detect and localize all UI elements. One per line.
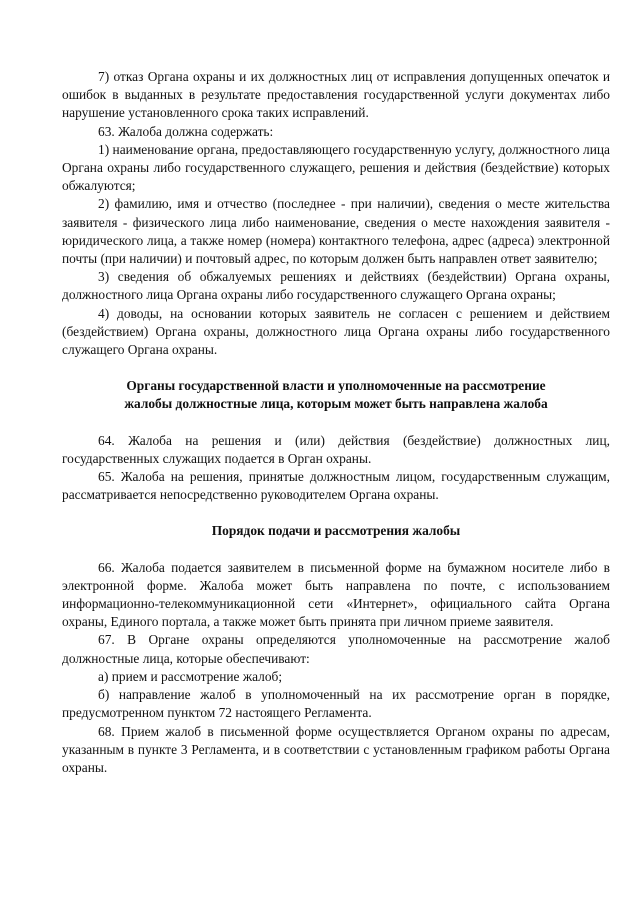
paragraph-67-item-b: б) направление жалоб в уполномоченный на их рассмотрение орган в порядке, предусмотренном пунктом 72 настоящего Регламента. xyxy=(62,687,610,721)
paragraph-66: 66. Жалоба подается заявителем в письменной форме на бумажном носителе либо в электронной форме. Жалоба может быть направлена по почте, с использованием информационно-телекоммуникационной сети «Интернет», официального сайта Органа охраны, Единого портала, а также может быть принята при личном приеме заявителя. xyxy=(62,559,610,630)
spacer xyxy=(62,504,610,522)
paragraph-63-item-3: 3) сведения об обжалуемых решениях и действиях (бездействии) Органа охраны, должностного лица Органа охраны либо государственного служащего Органа охраны; xyxy=(62,269,610,303)
paragraph-67-item-a: а) прием и рассмотрение жалоб; xyxy=(98,668,283,684)
spacer xyxy=(62,541,610,559)
paragraph-68: 68. Прием жалоб в письменной форме осуществляется Органом охраны по адресам, указанным в пункте 3 Регламента, и в соответствии с установленным графиком работы Органа охраны. xyxy=(62,723,610,775)
document-page xyxy=(62,68,610,777)
spacer xyxy=(62,359,610,377)
paragraph-63: 63. Жалоба должна содержать: xyxy=(98,123,274,139)
spacer xyxy=(62,414,610,432)
paragraph-63-item-1: 1) наименование органа, предоставляющего государственную услугу, должностного лица Органа охраны либо государственного служащего, решения и действия (бездействие) которых обжалуются; xyxy=(62,141,610,194)
heading-line-1: Органы государственной власти и уполномоченные на рассмотрение xyxy=(126,378,546,394)
paragraph-63-item-4: 4) доводы, на основании которых заявитель не согласен с решением и действием (бездействием) Органа охраны, должностного лица Органа охраны либо государственного служащего Органа охраны. xyxy=(62,305,610,358)
paragraph-65: 65. Жалоба на решения, принятые должностным лицом, государственным служащим, рассматривается непосредственно руководителем Органа охраны. xyxy=(62,469,610,503)
heading-line-2: жалобы должностные лица, которым может быть направлена жалоба xyxy=(124,396,548,412)
section-heading-authorities xyxy=(62,377,610,413)
paragraph-67: 67. В Органе охраны определяются уполномоченные на рассмотрение жалоб должностные лица, которые обеспечивают: xyxy=(62,632,610,666)
paragraph-63-item-2: 2) фамилию, имя и отчество (последнее - при наличии), сведения о месте жительства заявителя - физического лица либо наименование, сведения о месте нахождения заявителя - юридического лица, а также номер (номера) контактного телефона, адрес (адреса) электронной почты (при наличии) и почтовый адрес, по которым должен быть направлен ответ заявителю; xyxy=(62,196,610,267)
section-heading-procedure: Порядок подачи и рассмотрения жалобы xyxy=(211,523,461,539)
paragraph-item-7: 7) отказ Органа охраны и их должностных лиц от исправления допущенных опечаток и ошибок в выданных в результате предоставления государственной услуги документах либо нарушение установленного срока таких исправлений. xyxy=(62,69,610,121)
paragraph-64: 64. Жалоба на решения и (или) действия (бездействие) должностных лиц, государственных служащих подается в Орган охраны. xyxy=(62,432,610,466)
